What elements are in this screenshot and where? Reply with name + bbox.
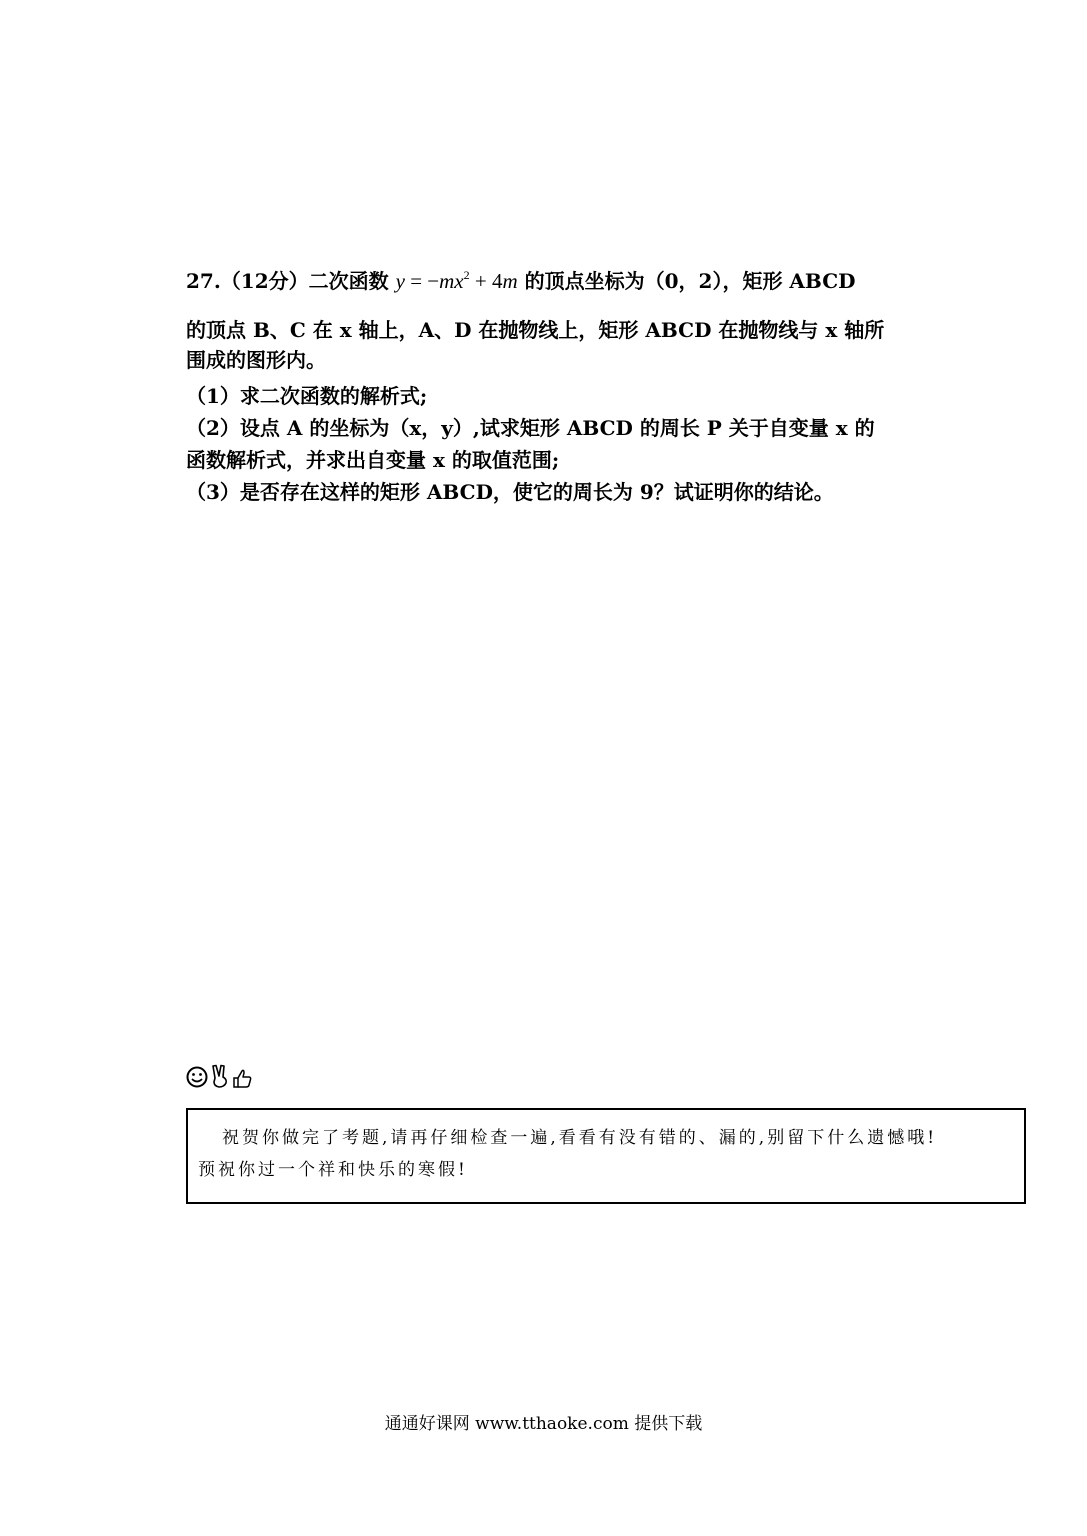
question-3: （3）是否存在这样的矩形 ABCD，使它的周长为 9？试证明你的结论。	[186, 480, 834, 504]
problem-27-line-1	[186, 267, 855, 295]
problem-number-label: 27.（12分）二次函数	[186, 269, 389, 293]
problem-27-line-3: 围成的图形内。	[186, 348, 326, 372]
quadratic-formula: $y = -mx^2 + 4m$	[395, 268, 518, 293]
question-2-line-1: （2）设点 A 的坐标为（x，y）,试求矩形 ABCD 的周长 P 关于自变量 x 的	[186, 416, 875, 440]
holiday-wish-text: 预祝你过一个祥和快乐的寒假!	[198, 1160, 468, 1180]
footer-source: 通通好课网 www.tthaoke.com 提供下载	[384, 1414, 703, 1434]
question-1: （1）求二次函数的解析式;	[186, 384, 428, 408]
smiley-icon	[186, 1066, 208, 1088]
decoration-icons	[186, 1064, 254, 1088]
vertex-statement: 的顶点坐标为（0，2），矩形 ABCD	[524, 269, 856, 293]
problem-27-line-2: 的顶点 B、C 在 x 轴上，A、D 在抛物线上，矩形 ABCD 在抛物线与 x 轴所	[186, 318, 885, 342]
thumbs-up-icon	[232, 1068, 254, 1088]
question-2-line-2: 函数解析式，并求出自变量 x 的取值范围;	[186, 448, 560, 472]
congratulations-text: 祝贺你做完了考题,请再仔细检查一遍,看看有没有错的、漏的,别留下什么遗憾哦!	[222, 1128, 938, 1148]
congratulations-box	[186, 1108, 1026, 1204]
victory-hand-icon	[210, 1064, 230, 1088]
